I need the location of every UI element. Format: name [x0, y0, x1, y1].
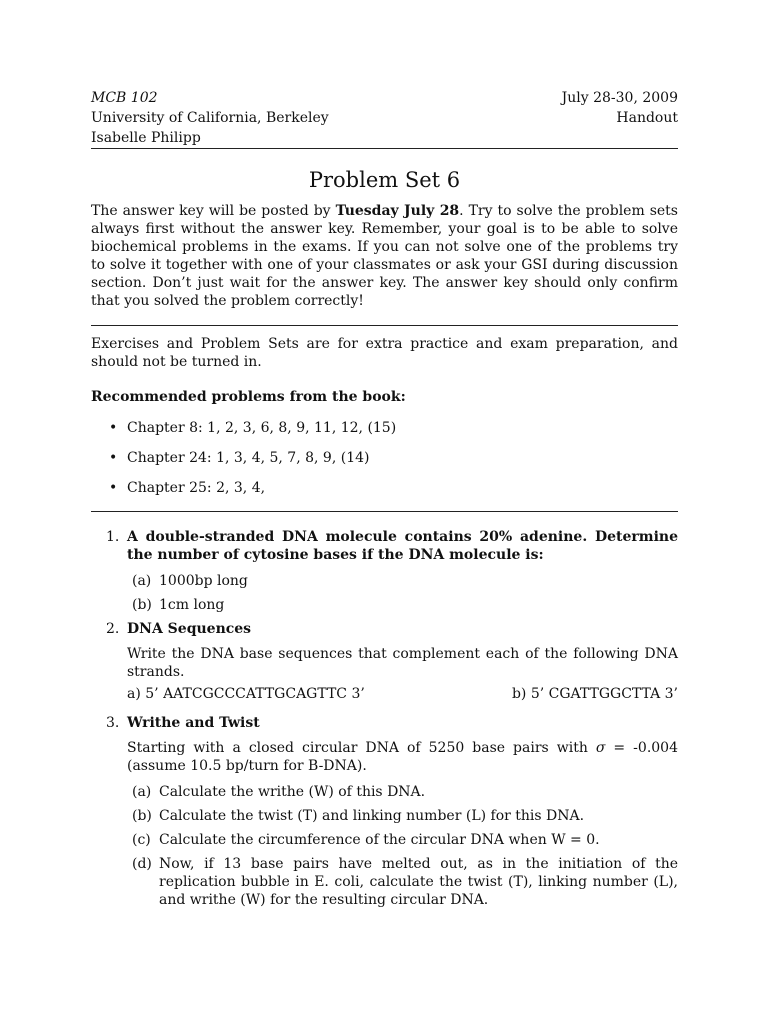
part-label: (a)	[132, 573, 152, 589]
problem-1	[91, 528, 678, 614]
problem-title: Writhe and Twist	[127, 715, 260, 731]
problem-part	[127, 807, 678, 825]
intro-text-end: . Try to solve the problem sets always first without the answer key. Remember, your goal is to be able to solve biochemical problems in the exams. If you can not solve one of the problems try to solve it together with one of your classmates or ask your GSI during discussion section. Don’t just wait for the answer key. The answer key should only confirm that you solved the problem correctly!	[91, 203, 678, 309]
part-text: 1cm long	[159, 597, 225, 613]
problem-body-start: Starting with a closed circular DNA of 5250 base pairs with	[127, 740, 596, 756]
recommended-list	[91, 418, 678, 498]
part-label: (a)	[132, 784, 152, 800]
intro-paragraph	[91, 202, 678, 310]
problem-body-end: = -0.004 (assume 10.5 bp/turn for B-DNA).	[127, 740, 678, 774]
header-doc-type: Handout	[616, 110, 678, 126]
header-right	[562, 88, 678, 128]
document-page	[91, 88, 678, 915]
list-item	[109, 478, 678, 498]
bullet-icon: •	[109, 420, 118, 436]
course-code: MCB 102	[91, 90, 158, 106]
problem-number: 3.	[106, 715, 120, 731]
problem-3	[91, 714, 678, 909]
exercises-note: Exercises and Problem Sets are for extra practice and exam preparation, and should not be turned in.	[91, 336, 678, 370]
problem-part	[127, 572, 678, 590]
list-item	[109, 418, 678, 438]
problem-parts	[127, 572, 678, 614]
problem-number: 2.	[106, 621, 120, 637]
part-text: Now, if 13 base pairs have melted out, as in the initiation of the replication bubble in E. coli, calculate the twist (T), linking number (L), and writhe (W) for the resulting circular DNA.	[159, 856, 678, 908]
intro-text-start: The answer key will be posted by	[91, 203, 336, 219]
problem-part	[127, 596, 678, 614]
problem-title: A double-stranded DNA molecule contains 20% adenine. Determine the number of cytosine bases if the DNA molecule is:	[127, 529, 678, 563]
problem-2	[91, 620, 678, 705]
author-name: Isabelle Philipp	[91, 130, 201, 146]
problem-part	[127, 831, 678, 849]
list-item	[109, 448, 678, 468]
problem-number: 1.	[106, 529, 120, 545]
sequence-a: a) 5’ AATCGCCCATTGCAGTTC 3’	[127, 686, 365, 702]
header-divider	[91, 148, 678, 149]
header-dates: July 28-30, 2009	[561, 90, 678, 106]
problem-list	[91, 528, 678, 909]
problem-part	[127, 855, 678, 909]
sequence-row	[127, 685, 678, 705]
part-text: Calculate the twist (T) and linking number (L) for this DNA.	[159, 808, 585, 824]
problem-part	[127, 783, 678, 801]
part-label: (b)	[132, 808, 152, 824]
problem-parts	[127, 783, 678, 909]
problem-body	[127, 739, 678, 775]
list-item-text: Chapter 24: 1, 3, 4, 5, 7, 8, 9, (14)	[127, 450, 370, 466]
university-name: University of California, Berkeley	[91, 110, 329, 126]
section-divider	[91, 511, 678, 512]
problem-title: DNA Sequences	[127, 621, 252, 637]
list-item-text: Chapter 25: 2, 3, 4,	[127, 480, 266, 496]
bullet-icon: •	[109, 450, 118, 466]
document-header	[91, 88, 678, 148]
part-text: Calculate the writhe (W) of this DNA.	[159, 784, 426, 800]
bullet-icon: •	[109, 480, 118, 496]
part-text: 1000bp long	[159, 573, 248, 589]
intro-deadline: Tuesday July 28	[335, 203, 460, 219]
page-title: Problem Set 6	[308, 168, 461, 192]
header-left	[91, 88, 329, 148]
sequence-b: b) 5’ CGATTGGCTTA 3’	[511, 686, 678, 702]
list-item-text: Chapter 8: 1, 2, 3, 6, 8, 9, 11, 12, (15)	[127, 420, 397, 436]
part-text: Calculate the circumference of the circular DNA when W = 0.	[159, 832, 600, 848]
recommended-heading: Recommended problems from the book:	[91, 389, 406, 405]
problem-body: Write the DNA base sequences that complement each of the following DNA strands.	[127, 646, 678, 680]
part-label: (c)	[132, 832, 151, 848]
sigma-symbol: σ	[595, 740, 606, 756]
part-label: (d)	[132, 856, 152, 872]
section-divider	[91, 325, 678, 326]
part-label: (b)	[132, 597, 152, 613]
